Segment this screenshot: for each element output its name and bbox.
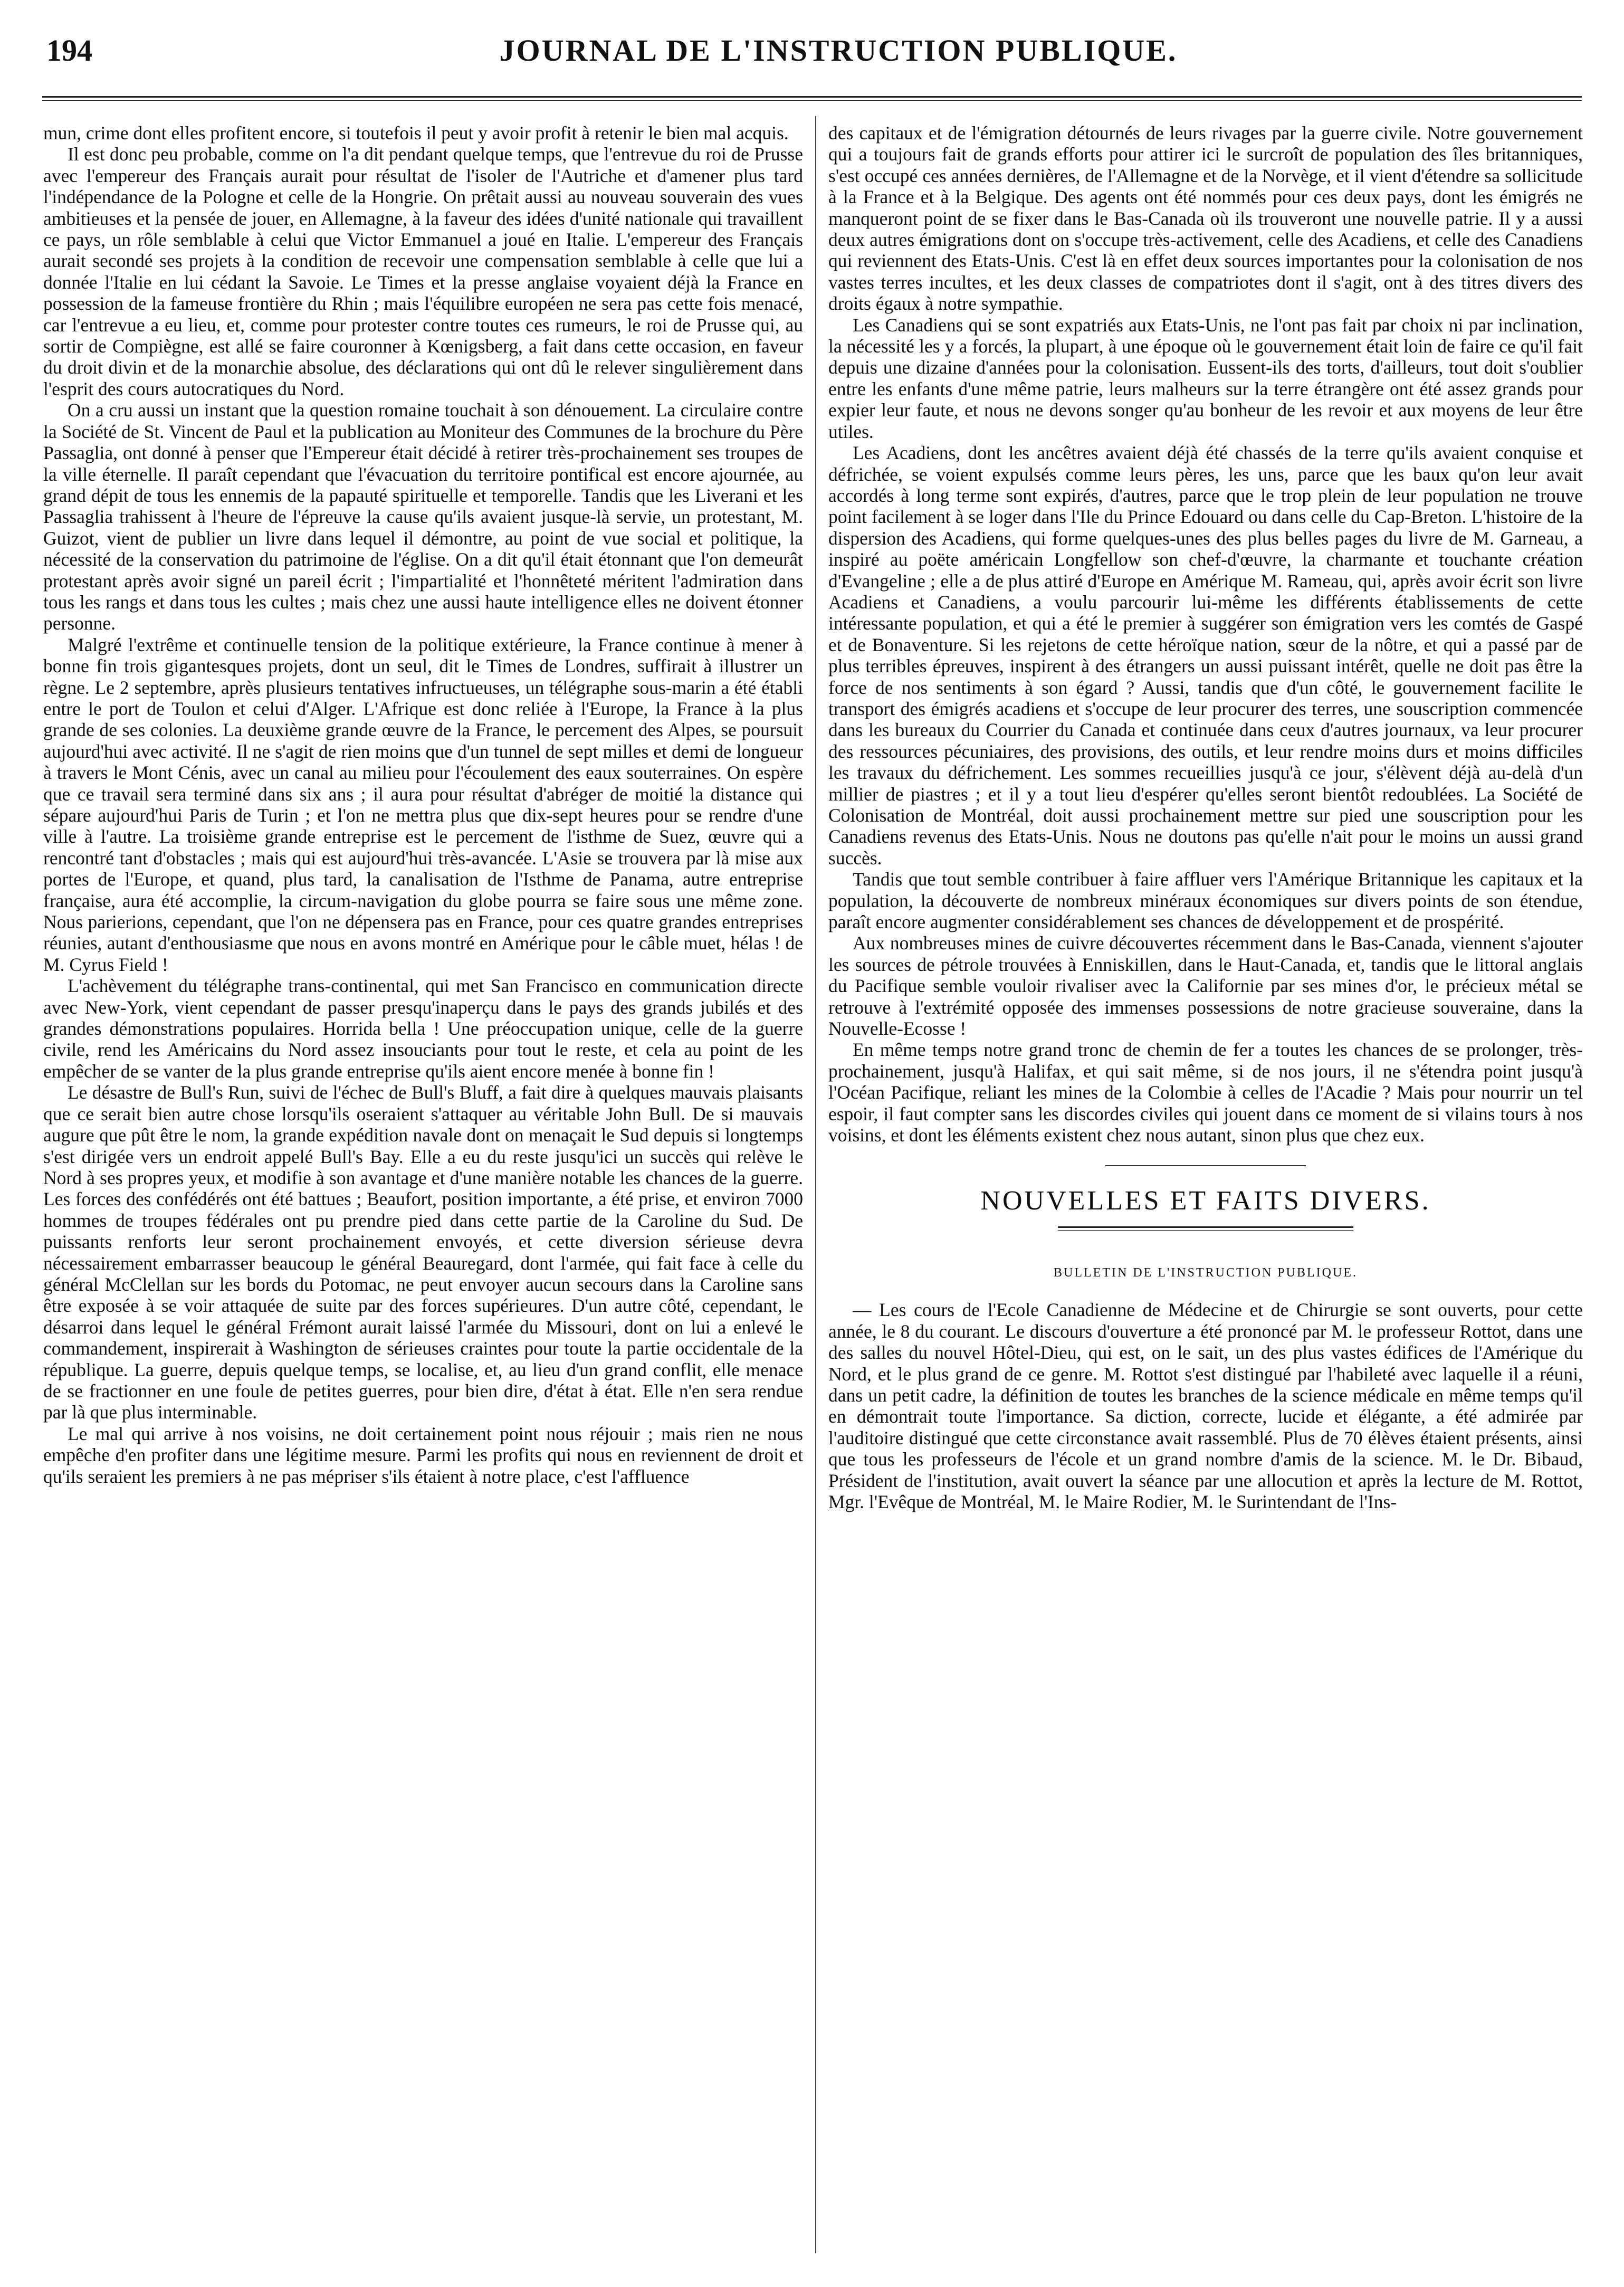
right-column <box>828 122 1583 1512</box>
paragraph: Malgré l'extrême et continuelle tension de la politique extérieure, la France continue à mener à bonne fin trois gigantesques projets, dont un seul, dit le Times de Londres, suffirait à illustrer un règne. Le 2 septembre, après plusieurs tentatives infructueuses, un télégraphe sous-marin a été établi entre le port de Toulon et celui d'Alger. L'Afrique est donc reliée à l'Europe, la France à la plus grande de ses colonies. La deuxième grande œuvre de la France, le percement des Alpes, se poursuit aujourd'hui avec activité. Il ne s'agit de rien moins que d'un tunnel de sept milles et demi de longueur à travers le Mont Cénis, avec un canal au milieu pour l'écoulement des eaux souterraines. On espère que ce travail sera terminé dans six ans ; il aura pour résultat d'abréger de moitié la distance qui sépare aujourd'hui Paris de Turin ; et l'on ne mettra plus que dix-sept heures pour se rendre d'une ville à l'autre. La troisième grande entreprise est le percement de l'isthme de Suez, œuvre qui a rencontré tant d'obstacles ; mais qui est aujourd'hui très-avancée. L'Asie se trouvera par là mise aux portes de l'Europe, et quand, plus tard, la canalisation de l'Isthme de Panama, autre entreprise française, aura été accomplie, la circum-navigation du globe pourra se faire sous une même zone. Nous parierions, cependant, que l'on ne dépensera pas en France, pour ces quatre grandes entreprises réunies, autant d'enthousiasme que nous en avons montré en Amérique pour le câble muet, hélas ! de M. Cyrus Field ! <box>43 634 803 975</box>
left-column <box>43 122 803 2249</box>
page-number: 194 <box>46 33 92 68</box>
paragraph: Le mal qui arrive à nos voisins, ne doit certainement point nous réjouir ; mais rien ne nous empêche d'en profiter dans une légitime mesure. Parmi les profits qui nous en reviennent de droit et qu'ils seraient les premiers à ne pas mépriser s'ils étaient à notre place, c'est l'affluence <box>43 1423 803 1487</box>
paragraph: Les Acadiens, dont les ancêtres avaient déjà été chassés de la terre qu'ils avaient conquise et défrichée, se voient expulsés comme leurs pères, les uns, parce que les baux qu'on leur avait accordés à long terme sont expirés, d'autres, parce que le trop plein de leur population ne trouve point facilement à se loger dans l'Ile du Prince Edouard ou dans celle du Cap-Breton. L'histoire de la dispersion des Acadiens, qui forme quelques-unes des plus belles pages du livre de M. Garneau, a inspiré au poëte américain Longfellow son chef-d'œuvre, la charmante et touchante création d'Evangeline ; elle a de plus attiré d'Europe en Amérique M. Rameau, qui, après avoir écrit son livre Acadiens et Canadiens, a voulu parcourir lui-même les différents établissements de cette intéressante population, et qui a été le premier à suggérer son émigration vers les comtés de Gaspé et de Bonaventure. Si les rejetons de cette héroïque nation, sœur de la nôtre, et qui a passé par de plus terribles épreuves, inspirent à des étrangers un aussi puissant intérêt, quelle ne doit pas être la force de nos sentiments à son égard ? Aussi, tandis que d'un côté, le gouvernement facilite le transport des émigrés acadiens et s'occupe de leur procurer des terres, une souscription commencée dans les bureaux du Courrier du Canada et continuée dans ceux d'autres journaux, va leur procurer des ressources pécuniaires, des provisions, des outils, et leur rendre moins durs et moins difficiles les travaux du défrichement. Les sommes recueillies jusqu'à ce jour, s'élèvent déjà au-delà d'un millier de piastres ; et il y a tout lieu d'espérer qu'elles seront bientôt redoublées. La Société de Colonisation de Montréal, doit aussi prochainement mettre sur pied une souscription pour les Canadiens revenus des Etats-Unis. Nous ne doutons pas qu'elle n'ait pour le moins un aussi grand succès. <box>828 442 1583 869</box>
section-title-rule <box>1058 1226 1353 1231</box>
news-item: — Les cours de l'Ecole Canadienne de Médecine et de Chirurgie se sont ouverts, pour cette année, le 8 du courant. Le discours d'ouverture a été prononcé par M. le professeur Rottot, dans une des salles du nouvel Hôtel-Dieu, qui est, on le sait, un des plus vastes édifices de l'Amérique du Nord, et le plus grand de ce genre. M. Rottot s'est distingué par l'habileté avec laquelle il a réuni, dans un petit cadre, la définition de toutes les branches de la science médicale en même temps qu'il en démontrait toute l'importance. Sa diction, correcte, lucide et élégante, a été admirée par l'auditoire distingué que cette circonstance avait rassemblé. Plus de 70 élèves étaient présents, ainsi que tous les professeurs de l'école et un grand nombre d'amis de la science. M. le Dr. Bibaud, Président de l'institution, avait ouvert la séance par une allocution et après la lecture de M. Rottot, Mgr. l'Evêque de Montréal, M. le Maire Rodier, M. le Surintendant de l'Ins- <box>828 1299 1583 1512</box>
paragraph: En même temps notre grand tronc de chemin de fer a toutes les chances de se prolonger, très-prochainement, jusqu'à Halifax, et qui sait même, si de nos jours, il ne s'étendra point jusqu'à l'Océan Pacifique, reliant les mines de la Colombie à celles de l'Acadie ? Mais pour nourrir un tel espoir, il faut compter sans les discordes civiles qui jouent dans ce moment de si vilains tours à nos voisins, et dont les éléments existent chez nous autant, sinon plus que chez eux. <box>828 1039 1583 1146</box>
paragraph: Le désastre de Bull's Run, suivi de l'échec de Bull's Bluff, a fait dire à quelques mauvais plaisants que ce serait bien autre chose lorsqu'ils oseraient s'attaquer au véritable John Bull. De si mauvais augure que pût être le nom, la grande expédition navale dont on menaçait le Sud depuis si longtemps s'est dirigée vers un endroit appelé Bull's Bay. Elle a eu du reste jusqu'ici un succès qui relève le Nord à ses propres yeux, et modifie à son avantage et d'une manière notable les chances de la guerre. Les forces des confédérés ont été battues ; Beaufort, position importante, a été prise, et environ 7000 hommes de troupes fédérales ont pu prendre pied dans cette partie de la Caroline du Sud. De puissants renforts leur seront prochainement envoyés, et cette diversion sérieuse devra nécessairement embarrasser beaucoup le général Beauregard, dont l'armée, qui fait face à celle du général McClellan sur les bords du Potomac, ne peut envoyer aucun secours dans la Caroline sans être exposée à se voir attaquée de suite par des forces supérieures. D'un autre côté, cependant, le désarroi dans lequel le général Frémont aurait laissé l'armée du Missouri, dont on lui a enlevé le commandement, inspirerait à Washington de sérieuses craintes pour toute la partie occidentale de la république. La guerre, depuis quelque temps, se localise, et, au lieu d'un grand conflit, elle menace de se fractionner en une foule de petites guerres, pour bien dire, d'état à état. Elle n'en sera rendue par là que plus interminable. <box>43 1082 803 1423</box>
paragraph: Les Canadiens qui se sont expatriés aux Etats-Unis, ne l'ont pas fait par choix ni par inclination, la nécessité les y a forcés, la plupart, à une époque où le gouvernement était loin de faire ce qu'il fait depuis une dizaine d'années pour la colonisation. Eussent-ils des torts, d'ailleurs, tout doit s'oublier entre les enfants d'une même patrie, leurs malheurs sur la terre étrangère ont été assez grands pour expier leur faute, et nous ne devons songer qu'au bonheur de les revoir et aux moyens de leur être utiles. <box>828 314 1583 442</box>
section-title: NOUVELLES ET FAITS DIVERS. <box>980 1185 1431 1216</box>
column-divider <box>815 116 816 2253</box>
paragraph: des capitaux et de l'émigration détournés de leurs rivages par la guerre civile. Notre gouvernement qui a toujours fait de grands efforts pour attirer ici le surcroît de population des îles britanniques, s'est occupé ces années dernières, de l'Allemagne et de la Norvège, et il vient d'étendre sa sollicitude à la France et à la Belgique. Des agents ont été nommés pour ces deux pays, dont les émigrés ne manqueront point de se fixer dans le Bas-Canada où ils trouveront une nouvelle patrie. Il y a aussi deux autres émigrations dont on s'occupe très-activement, celle des Acadiens, et celle des Canadiens qui reviennent des Etats-Unis. C'est là en effet deux sources importantes pour la colonisation de nos vastes terres incultes, et les deux classes de compatriotes dont il s'agit, ont à des titres divers des droits égaux à notre sympathie. <box>828 122 1583 315</box>
paragraph: Aux nombreuses mines de cuivre découvertes récemment dans le Bas-Canada, viennent s'ajouter les sources de pétrole trouvées à Enniskillen, dans le Haut-Canada, et, tandis que le littoral anglais du Pacifique semble vouloir rivaliser avec la Californie par ses mines d'or, le précieux métal se retrouve à l'extrémité opposée des immenses possessions de notre gracieuse souveraine, dans la Nouvelle-Ecosse ! <box>828 932 1583 1040</box>
section-separator <box>1105 1165 1306 1166</box>
subsection-title: BULLETIN DE L'INSTRUCTION PUBLIQUE. <box>1054 1265 1358 1280</box>
paragraph: mun, crime dont elles profitent encore, si toutefois il peut y avoir profit à retenir le bien mal acquis. <box>43 122 789 144</box>
paragraph: On a cru aussi un instant que la question romaine touchait à son dénouement. La circulaire contre la Société de St. Vincent de Paul et la publication au Moniteur des Communes de la brochure du Père Passaglia, ont donné à penser que l'Empereur était décidé à retirer très-prochainement ses troupes de la ville éternelle. Il paraît cependant que l'évacuation du territoire pontifical est encore ajournée, au grand dépit de tous les ennemis de la papauté spirituelle et temporelle. Tandis que les Liverani et les Passaglia trahissent à l'heure de l'épreuve la cause qu'ils avaient jusque-là servie, un protestant, M. Guizot, vient de publier un livre dans lequel il démontre, au point de vue social et politique, la nécessité de la conservation du patrimoine de l'église. On a dit qu'il était étonnant que l'on demeurât protestant après avoir signé un pareil écrit ; l'impartialité et l'honnêteté méritent l'admiration dans tous les rangs et dans tous les cultes ; mais chez une aussi haute intelligence elles ne doivent étonner personne. <box>43 399 803 634</box>
paragraph: Il est donc peu probable, comme on l'a dit pendant quelque temps, que l'entrevue du roi de Prusse avec l'empereur des Français aurait pour résultat de l'isoler de l'Autriche et d'amener plus tard l'indépendance de la Pologne et celle de la Hongrie. On prêtait aussi au nouveau souverain des vues ambitieuses et la pensée de jouer, en Allemagne, à la faveur des idées d'unité nationale qui travaillent ce pays, un rôle semblable à celui que Victor Emmanuel a joué en Italie. L'empereur des Français aurait secondé ses projets à la condition de recevoir une compensation semblable à celle que lui a donnée l'Italie en lui cédant la Savoie. Le Times et la presse anglaise voyaient déjà la France en possession de la fameuse frontière du Rhin ; mais l'équilibre européen ne sera pas cette fois menacé, car l'entrevue a eu lieu, et, comme pour protester contre toutes ces rumeurs, le roi de Prusse qui, au sortir de Compiègne, est allé se faire couronner à Kœnigsberg, a fait dans cette occasion, en faveur du droit divin et de la monarchie absolue, des déclarations qui ont dû le relever singulièrement dans l'esprit des cours autocratiques du Nord. <box>43 144 803 399</box>
paragraph: L'achèvement du télégraphe trans-continental, qui met San Francisco en communication directe avec New-York, vient cependant de passer presqu'inaperçu dans le pays des grands jubilés et des grandes démonstrations populaires. Horrida bella ! Une préoccupation unique, celle de la guerre civile, rend les Américains du Nord assez insouciants pour tout le reste, et cela au point de les empêcher de se vanter de la plus grande entreprise qu'ils aient encore menée à bonne fin ! <box>43 975 803 1082</box>
paragraph: Tandis que tout semble contribuer à faire affluer vers l'Amérique Britannique les capitaux et la population, la découverte de nombreux minéraux économiques sur divers points de son étendue, paraît encore augmenter considérablement ses chances de développement et de prospérité. <box>828 869 1583 933</box>
journal-title: JOURNAL DE L'INSTRUCTION PUBLIQUE. <box>499 33 1178 68</box>
header-rule <box>42 96 1582 101</box>
